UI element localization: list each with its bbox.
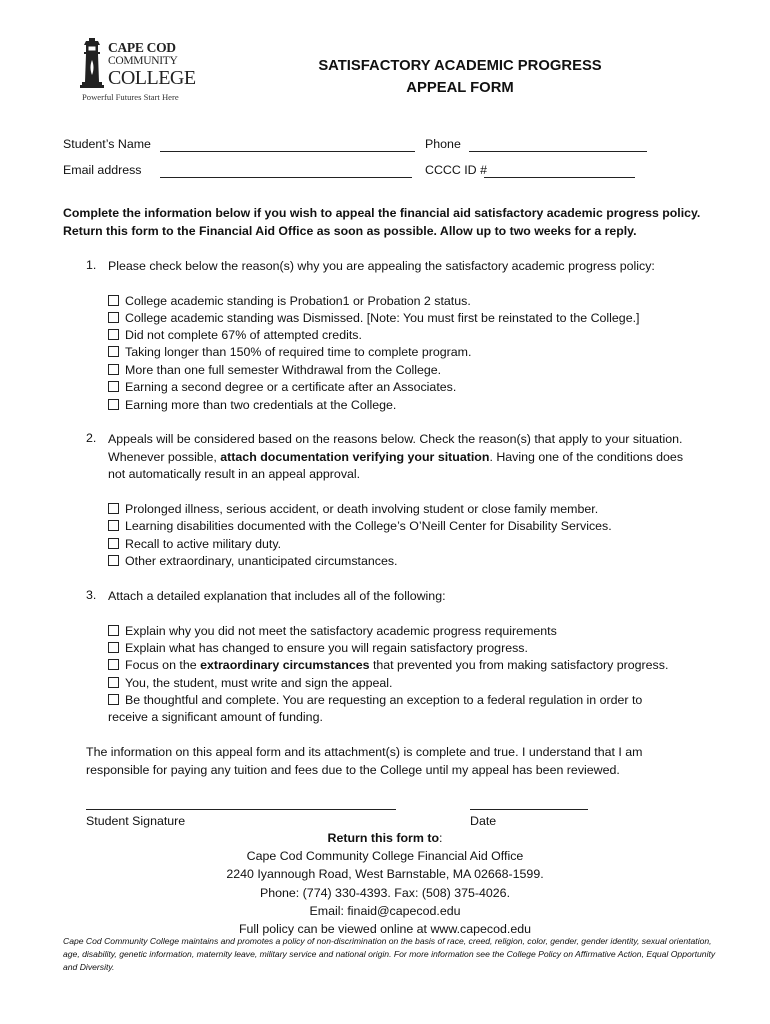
section-1-option[interactable]: Earning more than two credentials at the College. [108, 397, 396, 414]
cccc-id-label: CCCC ID # [425, 163, 487, 177]
section-3-option[interactable]: Be thoughtful and complete. You are requesting an exception to a federal regulation in order to receive a significant amount of funding. [108, 693, 643, 725]
section-2-number: 2. [86, 431, 97, 445]
return-email: Email: finaid@capecod.edu [309, 903, 461, 918]
section-1-option[interactable]: More than one full semester Withdrawal from the College. [108, 362, 441, 379]
return-office: Cape Cod Community College Financial Aid Office [246, 849, 524, 864]
section-3-number: 3. [86, 588, 97, 602]
date-line[interactable] [470, 809, 588, 810]
return-address: 2240 Iyannough Road, West Barnstable, MA 02668-1599. [226, 867, 544, 882]
return-heading: Return this form to [327, 831, 440, 845]
checkbox[interactable] [108, 312, 119, 323]
checkbox[interactable] [108, 659, 119, 670]
checkbox[interactable] [108, 329, 119, 340]
section-3-option[interactable]: Explain what has changed to ensure you will regain satisfactory progress. [108, 640, 528, 657]
email-field[interactable] [160, 177, 412, 178]
checkbox[interactable] [108, 346, 119, 357]
logo-tagline: Powerful Futures Start Here [82, 92, 179, 102]
logo-line-college: COLLEGE [108, 67, 196, 89]
lighthouse-tower-icon [80, 38, 104, 88]
email-label: Email address [63, 163, 142, 177]
checkbox[interactable] [108, 677, 119, 688]
checkbox[interactable] [108, 642, 119, 653]
phone-field[interactable] [469, 151, 647, 152]
non-discrimination-disclaimer: Cape Cod Community College maintains and promotes a policy of non-discrimination on the basis of race, creed, religion, color, gender, gender identity, sexual orientation, age, disability, genetic information, maternity leave, military service and national origin. For more information see the College Policy on Affirmative Action, Equal Opportunity and Diversity. [63, 936, 716, 972]
cccc-id-field[interactable] [484, 177, 635, 178]
return-phone-fax: Phone: (774) 330-4393. Fax: (508) 375-4026. [259, 885, 511, 900]
instructions-line-2: Return this form to the Financial Aid Office as soon as possible. Allow up to two weeks for a reply. [63, 223, 637, 238]
logo-line-cape-cod: CAPE COD [108, 40, 176, 55]
policy-link: Full policy can be viewed online at www.capecod.edu [238, 922, 532, 937]
section-2-text: Appeals will be considered based on the reasons below. Check the reason(s) that apply to your situation. Whenever possible, attach documentation verifying your situation. Having one of the conditions does not automatically result in an appeal approval. [108, 432, 684, 481]
section-1-option[interactable]: Earning a second degree or a certificate after an Associates. [108, 379, 456, 396]
section-3-text: Attach a detailed explanation that includes all of the following: [108, 589, 446, 603]
section-1-option[interactable]: Did not complete 67% of attempted credits. [108, 327, 362, 344]
student-signature-line[interactable] [86, 809, 396, 810]
phone-label: Phone [425, 137, 461, 151]
section-2-option[interactable]: Recall to active military duty. [108, 536, 281, 553]
section-1-number: 1. [86, 258, 97, 272]
checkbox[interactable] [108, 364, 119, 375]
title-line-1: SATISFACTORY ACADEMIC PROGRESS [318, 58, 602, 74]
student-signature-label: Student Signature [86, 814, 186, 828]
form-title [260, 55, 660, 99]
checkbox[interactable] [108, 503, 119, 514]
checkbox[interactable] [108, 381, 119, 392]
checkbox[interactable] [108, 694, 119, 705]
student-name-label: Student’s Name [63, 137, 151, 151]
checkbox[interactable] [108, 399, 119, 410]
date-label: Date [470, 814, 497, 828]
certification-statement: The information on this appeal form and its attachment(s) is complete and true. I understand that I am responsible for paying any tuition and fees due to the College until my appeal has been reviewed. [86, 745, 643, 777]
section-3-option[interactable]: You, the student, must write and sign the appeal. [108, 675, 393, 692]
student-name-field[interactable] [160, 151, 415, 152]
section-3-option[interactable]: Focus on the extraordinary circumstances that prevented you from making satisfactory progress. [108, 657, 668, 674]
checkbox[interactable] [108, 520, 119, 531]
section-1-text: Please check below the reason(s) why you are appealing the satisfactory academic progress policy: [108, 259, 655, 273]
section-2-option[interactable]: Prolonged illness, serious accident, or death involving student or close family member. [108, 501, 598, 518]
checkbox[interactable] [108, 538, 119, 549]
return-info: Return this form to: Cape Cod Community College Financial Aid Office 2240 Iyannough Road, West Barnstable, MA 02668-1599. Phone: (774) 330-4393. Fax: (508) 375-4026. Email: finaid@capecod.edu Full policy can be viewed online at www.capecod.edu [160, 829, 610, 938]
section-2-option[interactable]: Learning disabilities documented with the College’s O’Neill Center for Disability Services. [108, 518, 612, 535]
section-1-option[interactable]: Taking longer than 150% of required time to complete program. [108, 344, 471, 361]
section-1-option[interactable]: College academic standing is Probation1 or Probation 2 status. [108, 293, 471, 310]
logo-line-community: COMMUNITY [108, 55, 178, 67]
college-logo [80, 38, 196, 104]
section-1-option[interactable]: College academic standing was Dismissed. [Note: You must first be reinstated to the College.] [108, 310, 639, 327]
section-3-option[interactable]: Explain why you did not meet the satisfactory academic progress requirements [108, 623, 557, 640]
title-line-2: APPEAL FORM [406, 80, 514, 96]
checkbox[interactable] [108, 625, 119, 636]
checkbox[interactable] [108, 295, 119, 306]
section-2-option[interactable]: Other extraordinary, unanticipated circumstances. [108, 553, 398, 570]
checkbox[interactable] [108, 555, 119, 566]
instructions [63, 205, 723, 240]
instructions-line-1: Complete the information below if you wish to appeal the financial aid satisfactory academic progress policy. [63, 206, 701, 220]
